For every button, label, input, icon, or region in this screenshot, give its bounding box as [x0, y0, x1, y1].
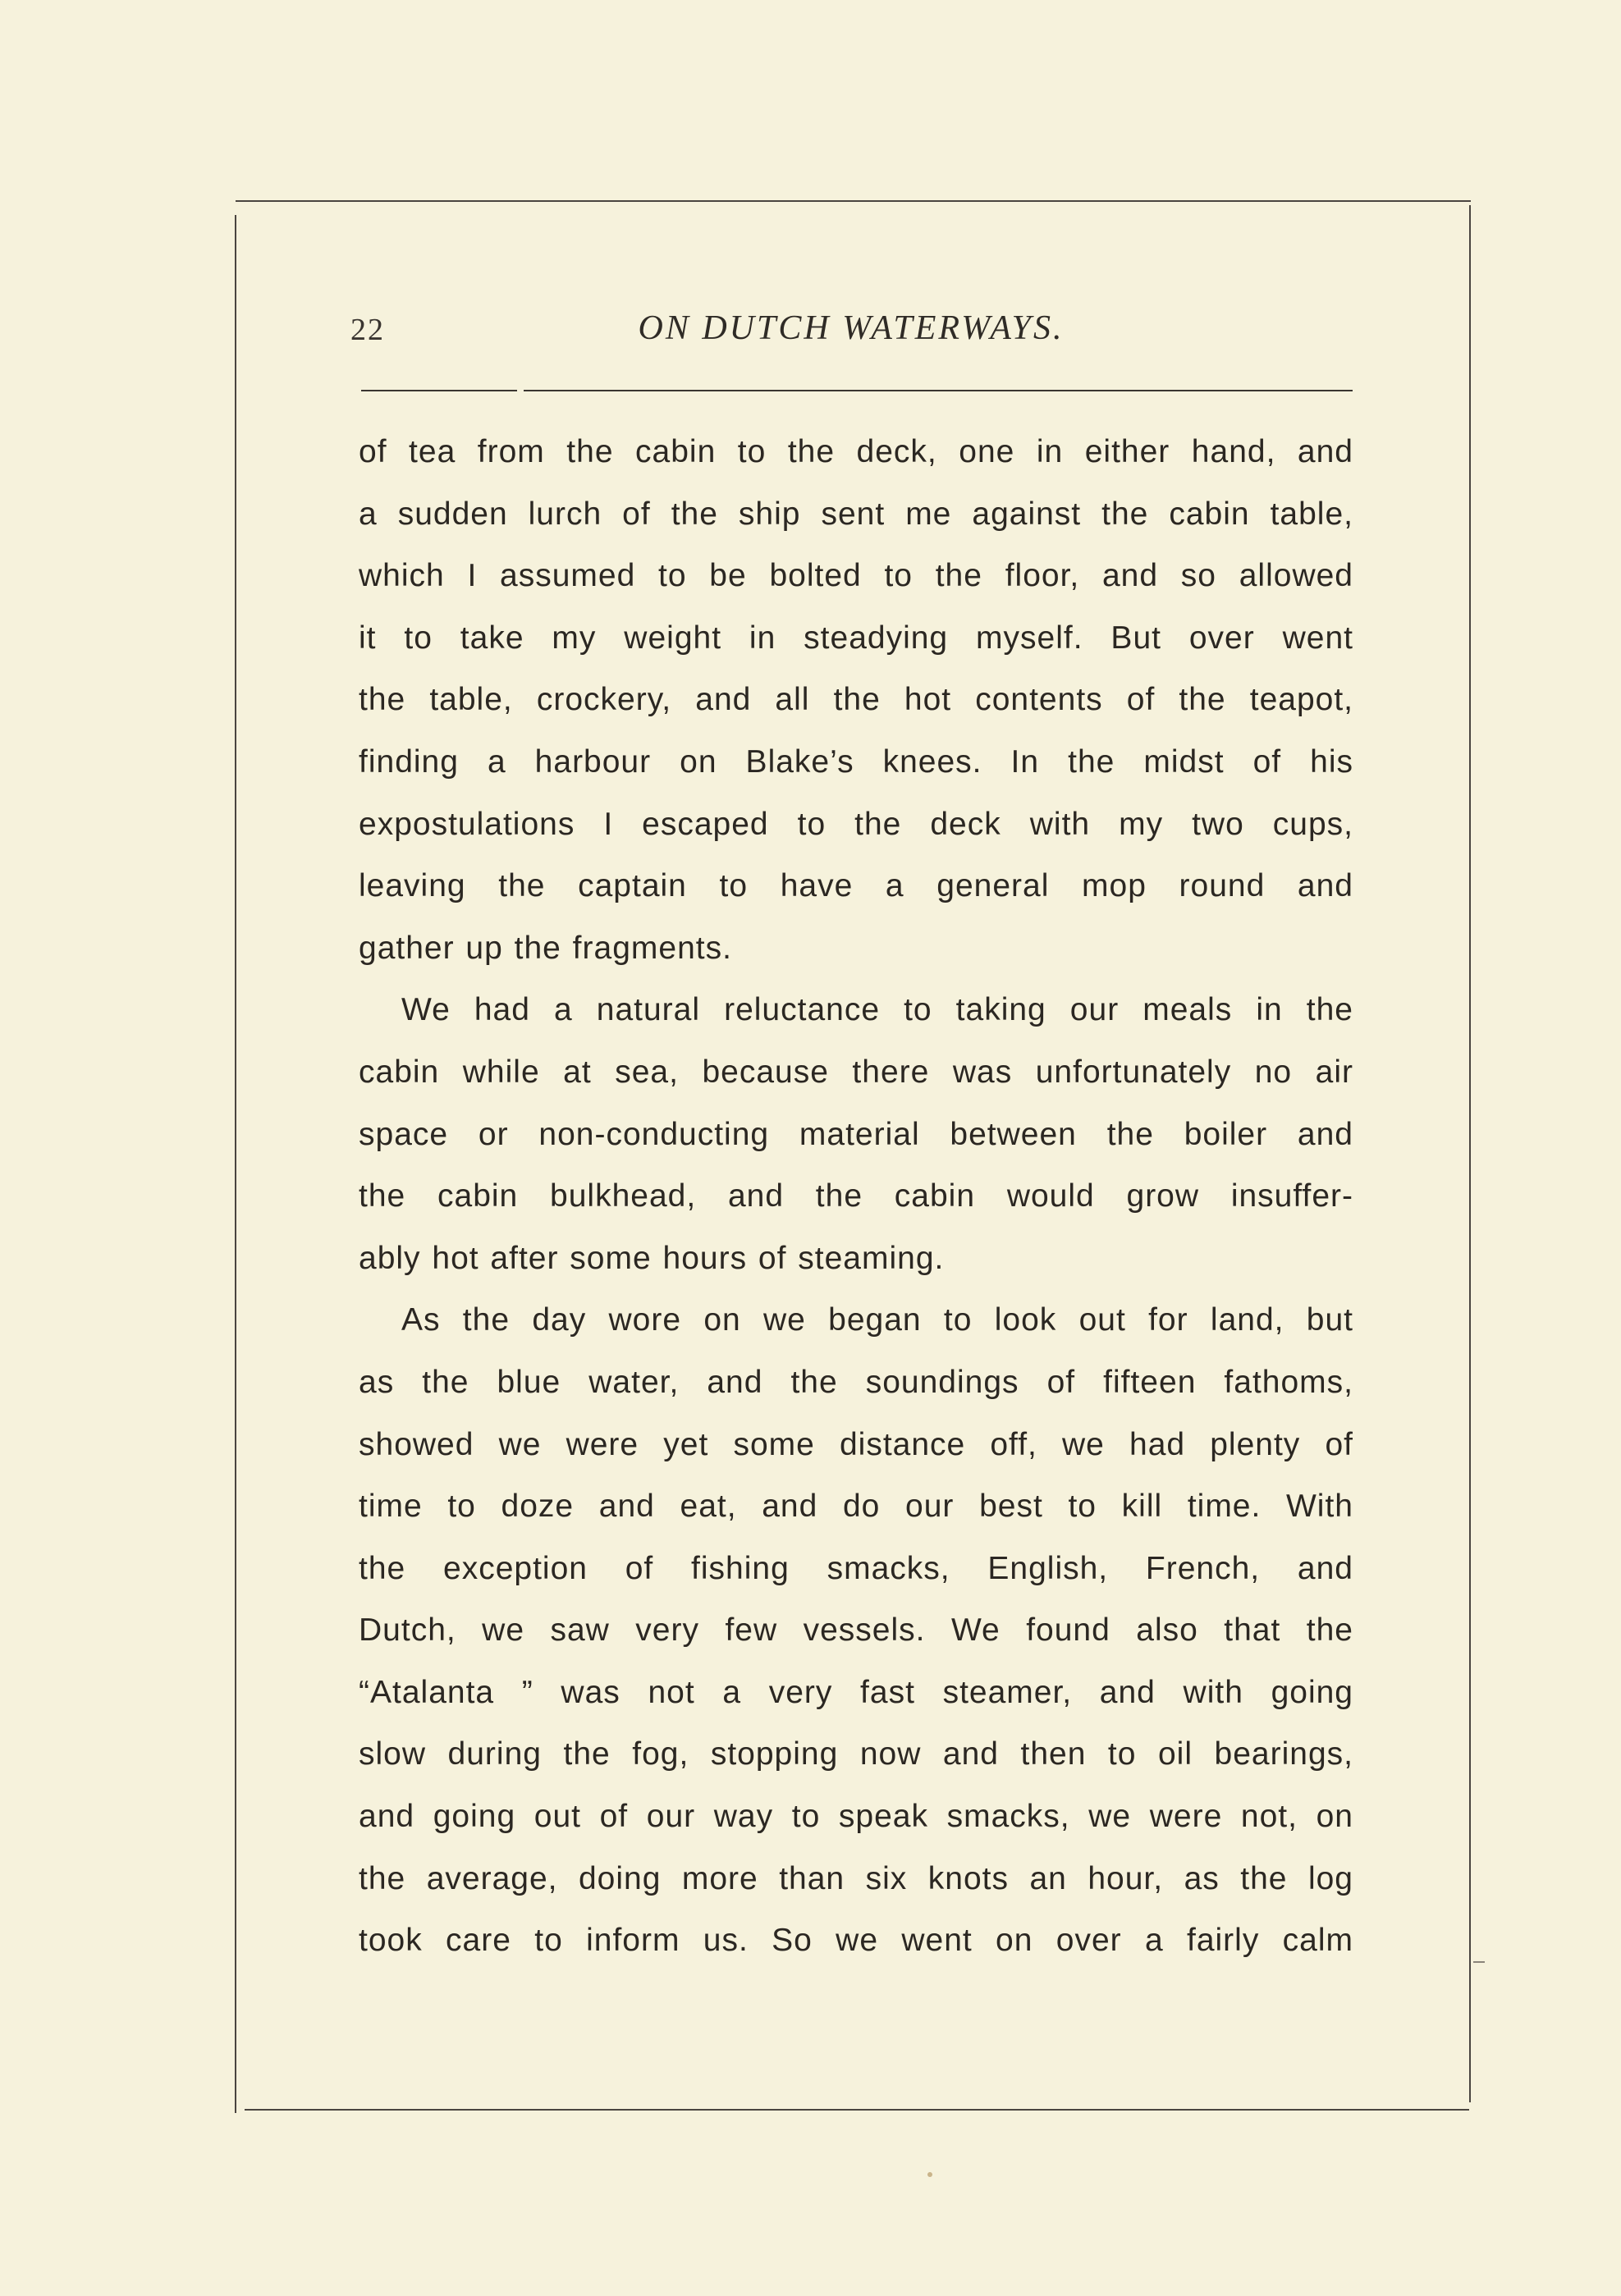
text-line: ably hot after some hours of steaming. [359, 1240, 945, 1276]
paper-spot [927, 2172, 932, 2177]
head-rule-left [361, 390, 517, 391]
text-line: the cabin bulkhead, and the cabin would grow insuffer- [359, 1178, 1353, 1214]
text-line: of tea from the cabin to the deck, one in either hand, and [359, 434, 1353, 469]
paragraph-1 [359, 421, 1353, 979]
page-border-top [236, 200, 1471, 202]
page-border-bottom [245, 2109, 1469, 2111]
page-number: 22 [350, 313, 385, 347]
head-rule-right [524, 390, 1353, 391]
text-line: the table, crockery, and all the hot contents of the teapot, [359, 682, 1353, 718]
text-line: a sudden lurch of the ship sent me against the cabin table, [359, 496, 1353, 532]
margin-tick-mark [1473, 1961, 1485, 1963]
text-line: cabin while at sea, because there was unfortunately no air [359, 1054, 1353, 1090]
text-line: finding a harbour on Blake’s knees. In the midst of his [359, 743, 1353, 780]
text-line: Dutch, we saw very few vessels. We found also that the [359, 1612, 1353, 1649]
text-line: time to doze and eat, and do our best to kill time. With [359, 1489, 1353, 1525]
text-line: space or non-conducting material between the boiler and [359, 1116, 1353, 1152]
text-line: took care to inform us. So we went on over a fairly calm [359, 1923, 1353, 1959]
text-line: the exception of fishing smacks, English, French, and [359, 1550, 1353, 1586]
text-line: leaving the captain to have a general mop round and [359, 868, 1353, 904]
text-line: which I assumed to be bolted to the floor, and so allowed [359, 558, 1353, 594]
body-text [359, 421, 1353, 1972]
text-line: slow during the fog, stopping now and then to oil bearings, [359, 1736, 1353, 1772]
text-line: and going out of our way to speak smacks, we were not, on [359, 1799, 1353, 1835]
running-head [350, 309, 1352, 361]
page-border-left [235, 215, 236, 2113]
paragraph-2 [359, 979, 1353, 1289]
text-line: showed we were yet some distance off, we had plenty of [359, 1426, 1353, 1462]
text-line: We had a natural reluctance to taking our meals in the [401, 992, 1353, 1028]
text-line: “Atalanta ” was not a very fast steamer, and with going [359, 1674, 1353, 1710]
text-line: as the blue water, and the soundings of fifteen fathoms, [359, 1364, 1353, 1400]
text-line: gather up the fragments. [359, 930, 732, 966]
text-line: expostulations I escaped to the deck with my two cups, [359, 806, 1353, 842]
running-title: ON DUTCH WATERWAYS. [638, 309, 1065, 347]
text-line: the average, doing more than six knots an hour, as the log [359, 1860, 1353, 1896]
text-line: it to take my weight in steadying myself. But over went [359, 620, 1353, 656]
paragraph-3 [359, 1289, 1353, 1972]
text-line: As the day wore on we began to look out for land, but [401, 1302, 1353, 1338]
page-border-right [1469, 205, 1471, 2102]
